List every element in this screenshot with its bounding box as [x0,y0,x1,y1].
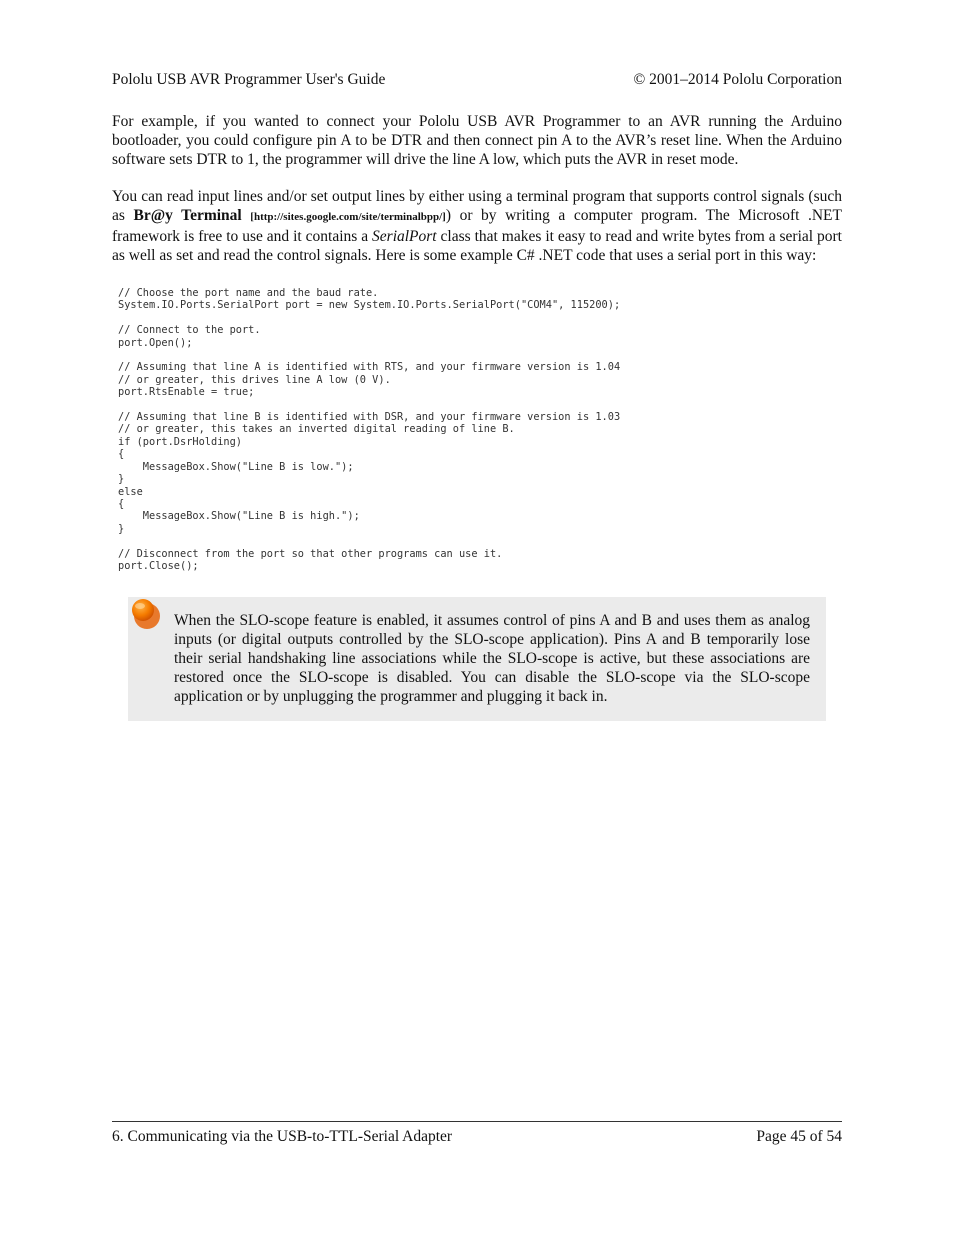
page-header [112,70,842,89]
note-text: When the SLO-scope feature is enabled, it assumes control of pins A and B and uses them as analog inputs (or digital outputs controlled by the SLO-scope application). Pins A and B temporarily lose their serial handshaking line associations while the SLO-scope is active, but these associations are restored once the SLO-scope is disabled. You can disable the SLO-scope via the SLO-scope application or by unplugging the programmer and plugging it back in. [174,612,810,705]
paragraph-text: class that makes it easy to read and write bytes from a serial port as well as set and read the control signals. Here is some example C# .NET code that uses a serial port in this way: [112,228,842,264]
note-box [128,597,826,721]
footer-section: 6. Communicating via the USB-to-TTL-Serial Adapter [112,1128,453,1145]
header-copyright: © 2001–2014 Pololu Corporation [633,71,842,88]
footer-page-number: Page 45 of 54 [756,1128,842,1145]
bray-terminal-url[interactable]: [http://sites.google.com/site/terminalbpp/] [250,211,446,223]
paragraph-text: ) or by writing a computer program. The Microsoft .NET framework is free to use and it contains a [112,207,842,245]
paragraph-arduino-example: For example, if you wanted to connect your Pololu USB AVR Programmer to an AVR running the Arduino bootloader, you could configure pin A to be DTR and then connect pin A to the AVR’s reset line. When the Arduino software sets DTR to 1, the programmer will drive the line A low, which puts the AVR in reset mode. [112,113,842,168]
header-title: Pololu USB AVR Programmer User's Guide [112,71,386,88]
code-sample: // Choose the port name and the baud rate. System.IO.Ports.SerialPort port = new System.IO.Ports.SerialPort("COM4", 115200); // Connect to the port. port.Open(); // Assuming that line A is identified with RTS, and your firmware version is 1.04 // or greater, this drives line A low (0 V). port.RtsEnable = true; // Assuming that line B is identified with DSR, and your firmware version is 1.03 // or greater, this takes an inverted digital reading of line B. if (port.DsrHolding) { MessageBox.Show("Line B is low."); } else { MessageBox.Show("Line B is high."); } // Disconnect from the port so that other programs can use it. port.Close(); [118,287,621,572]
footer-divider [112,1121,842,1122]
orange-circle-note-icon [130,597,162,631]
page-footer [112,1127,842,1146]
serialport-class-name: SerialPort [372,228,437,245]
paragraph-control-signals [112,187,842,265]
bray-terminal-link[interactable]: Br@y Terminal [133,207,242,224]
paragraph-text: You can read input lines and/or set output lines by either using a terminal program that supports control signals (such as [112,188,842,224]
